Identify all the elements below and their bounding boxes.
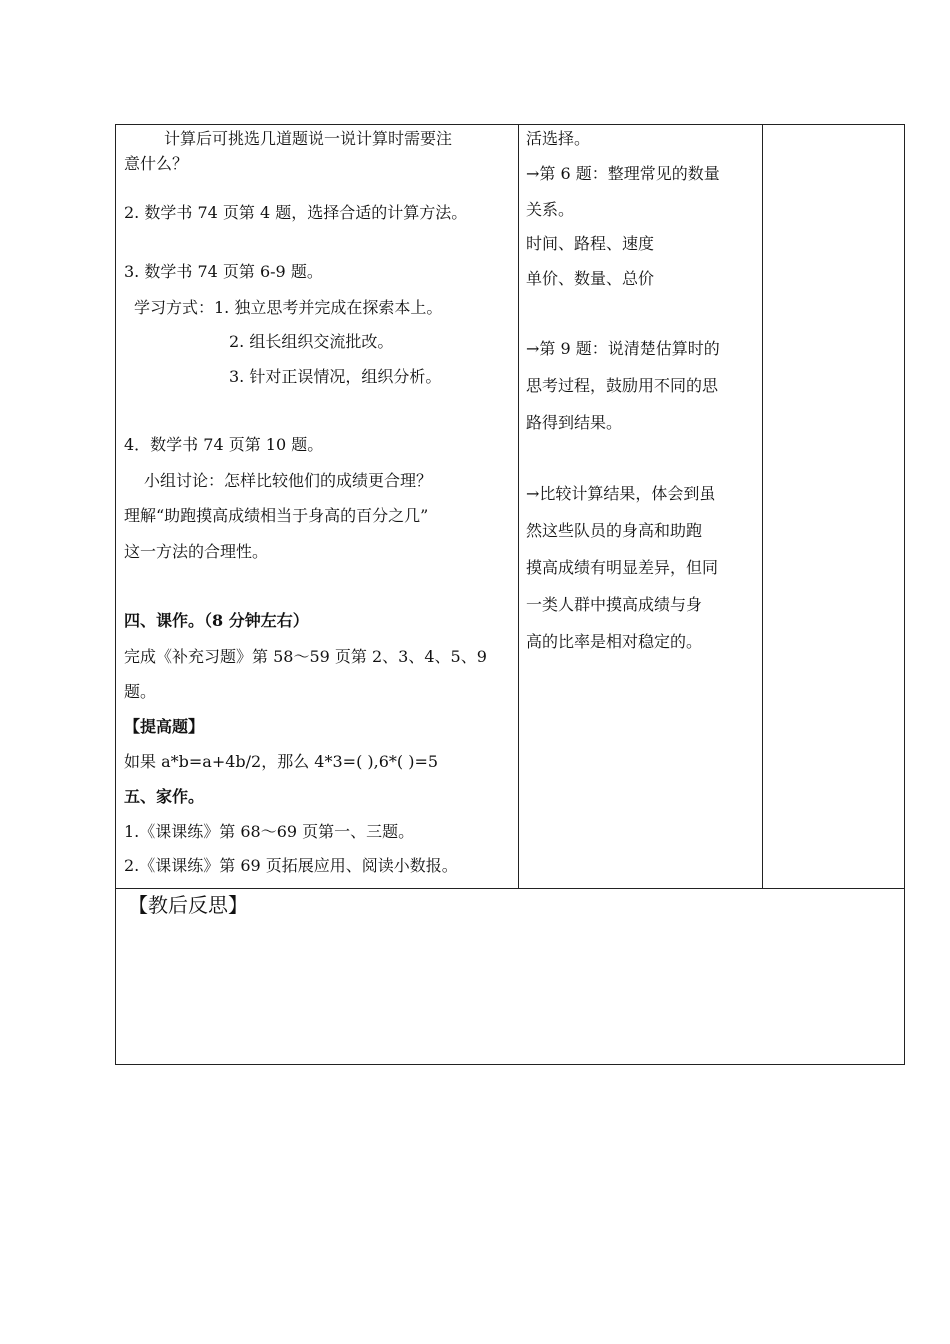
- left-text-line: 如果 a*b=a+4b/2，那么 4*3=( ),6*( )=5: [124, 752, 439, 771]
- middle-text-line: →第 9 题：说清楚估算时的: [526, 339, 720, 358]
- middle-text-line: 关系。: [526, 200, 575, 219]
- reflection-title: 【教后反思】: [128, 893, 248, 917]
- left-text-line: 3. 针对正误情况，组织分析。: [229, 367, 442, 386]
- left-text-line: 计算后可挑选几道题说一说计算时需要注: [164, 129, 453, 148]
- middle-text-line: 时间、路程、速度: [526, 234, 655, 253]
- left-text-line: 学习方式：1. 独立思考并完成在探索本上。: [134, 298, 443, 317]
- lesson-plan-table: [115, 124, 905, 1065]
- middle-text-line: 活选择。: [526, 129, 591, 148]
- middle-text-line: 然这些队员的身高和助跑: [526, 521, 703, 540]
- middle-text-line: →第 6 题：整理常见的数量: [526, 164, 720, 183]
- left-text-line: 小组讨论：怎样比较他们的成绩更合理？: [144, 471, 433, 490]
- left-text-line: 2. 组长组织交流批改。: [229, 332, 394, 351]
- row-divider: [116, 888, 904, 889]
- left-text-line: 完成《补充习题》第 58～59 页第 2、3、4、5、9: [124, 647, 487, 666]
- middle-text-line: 单价、数量、总价: [526, 269, 655, 288]
- middle-text-line: 一类人群中摸高成绩与身: [526, 595, 703, 614]
- section-heading: 四、课作。（8 分钟左右）: [124, 611, 309, 630]
- column-divider-1: [518, 125, 519, 889]
- section-heading: 【提高题】: [124, 717, 205, 736]
- left-text-line: 这一方法的合理性。: [124, 542, 269, 561]
- middle-text-line: →比较计算结果，体会到虽: [526, 484, 716, 503]
- left-text-line: 1.《课课练》第 68～69 页第一、三题。: [124, 822, 415, 841]
- middle-text-line: 思考过程，鼓励用不同的思: [526, 376, 719, 395]
- middle-text-line: 摸高成绩有明显差异，但同: [526, 558, 719, 577]
- middle-text-line: 路得到结果。: [526, 413, 623, 432]
- middle-text-line: 高的比率是相对稳定的。: [526, 632, 703, 651]
- column-divider-2: [762, 125, 763, 889]
- left-text-line: 理解“助跑摸高成绩相当于身高的百分之几”: [124, 506, 429, 525]
- left-text-line: 4．数学书 74 页第 10 题。: [124, 435, 324, 454]
- left-text-line: 意什么？: [124, 154, 189, 173]
- left-text-line: 2.《课课练》第 69 页拓展应用、阅读小数报。: [124, 856, 458, 875]
- left-text-line: 2. 数学书 74 页第 4 题，选择合适的计算方法。: [124, 203, 468, 222]
- section-heading: 五、家作。: [124, 787, 205, 806]
- left-text-line: 题。: [124, 682, 157, 701]
- left-text-line: 3. 数学书 74 页第 6-9 题。: [124, 262, 323, 281]
